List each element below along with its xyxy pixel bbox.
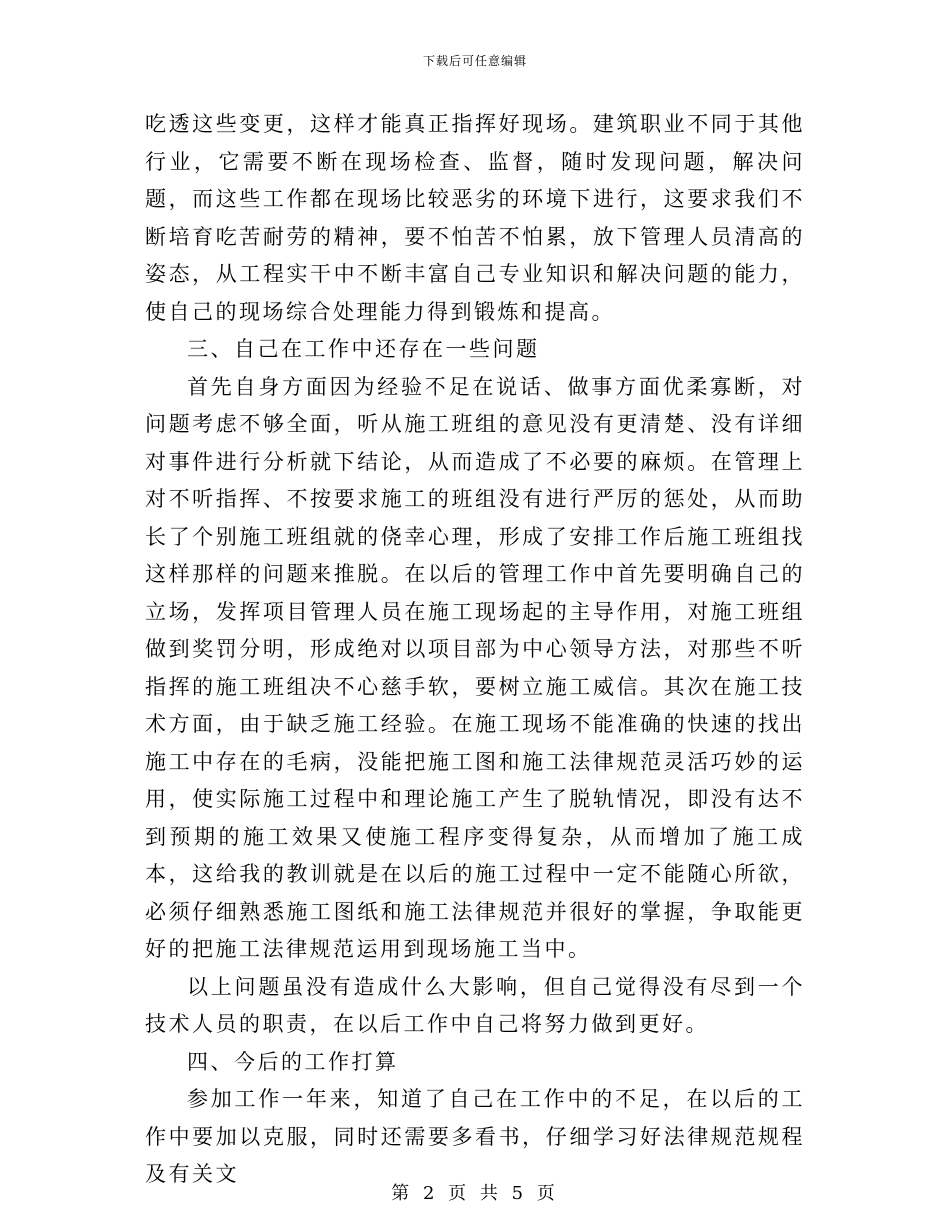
page-number: 第 2 页 共 5 页 bbox=[391, 1183, 559, 1204]
paragraph-continuation: 吃透这些变更，这样才能真正指挥好现场。建筑职业不同于其他行业，它需要不断在现场检查、监督，随时发现问题，解决问题，而这些工作都在现场比较恶劣的环境下进行，这要求我们不断培育吃苦耐劳的精神，要不怕苦不怕累，放下管理人员清高的姿态，从工程实干中不断丰富自己专业知识和解决问题的能力，使自己的现场综合处理能力得到锻炼和提高。 bbox=[145, 112, 805, 324]
page-header: 下载后可任意编辑 bbox=[422, 54, 527, 68]
paragraph-problems: 首先自身方面因为经验不足在说话、做事方面优柔寡断，对问题考虑不够全面，听从施工班组的意见没有更清楚、没有详细对事件进行分析就下结论，从而造成了不必要的麻烦。在管理上对不听指挥、不按要求施工的班组没有进行严厉的惩处，从而助长了个别施工班组就的侥幸心理，形成了安排工作后施工班组找这样那样的问题来推脱。在以后的管理工作中首先要明确自己的立场，发挥项目管理人员在施工现场起的主导作用，对施工班组做到奖罚分明，形成绝对以项目部为中心领导方法，对那些不听指挥的施工班组决不心慈手软，要树立施工威信。其次在施工技术方面，由于缺乏施工经验。在施工现场不能准确的快速的找出施工中存在的毛病，没能把施工图和施工法律规范灵活巧妙的运用，使实际施工过程中和理论施工产生了脱轨情况，即没有达不到预期的施工效果又使施工程序变得复杂，从而增加了施工成本，这给我的教训就是在以后的施工过程中一定不能随心所欲，必须仔细熟悉施工图纸和施工法律规范并很好的掌握，争取能更好的把施工法律规范运用到现场施工当中。 bbox=[145, 374, 805, 961]
section-heading-4: 四、今后的工作打算 bbox=[187, 1049, 399, 1074]
document-body bbox=[145, 106, 805, 1194]
paragraph-summary: 以上问题虽没有造成什么大影响，但自己觉得没有尽到一个技术人员的职责，在以后工作中自己将努力做到更好。 bbox=[145, 974, 805, 1036]
section-heading-3: 三、自己在工作中还存在一些问题 bbox=[187, 337, 540, 361]
paragraph-plans: 参加工作一年来，知道了自己在工作中的不足，在以后的工作中要加以克服，同时还需要多看书，仔细学习好法律规范规程及有关文 bbox=[145, 1087, 805, 1186]
